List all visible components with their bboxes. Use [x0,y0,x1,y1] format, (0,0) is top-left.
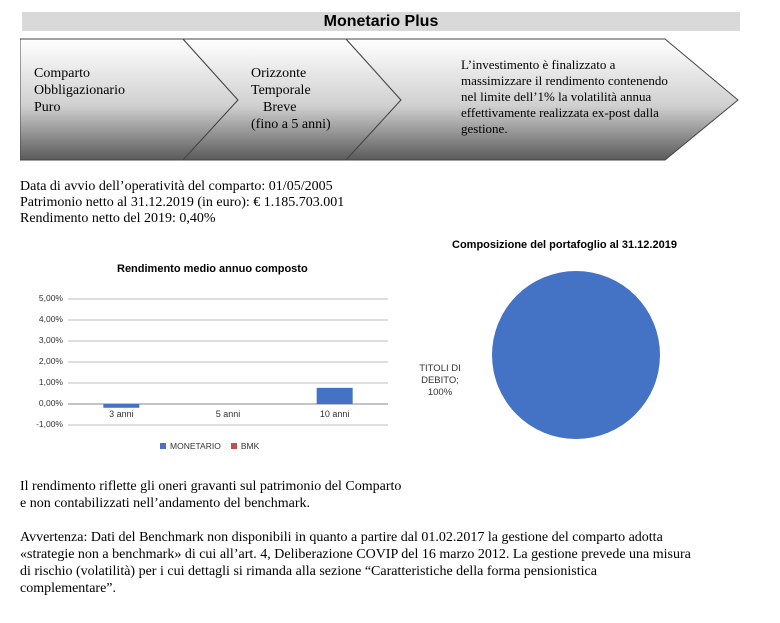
y-tick-label: 3,00% [38,335,63,345]
legend-label-monetario: MONETARIO [170,441,221,451]
pie-chart-title: Composizione del portafoglio al 31.12.2019 [452,239,677,251]
legend-swatch-bmk [231,443,237,449]
x-category-label: 3 anni [109,409,134,419]
banner-segment-3-text: L’investimento è finalizzato a massimizzare il rendimento contenendo nel limite dell’1% la volatilità annua effettivamente realizzata ex-post dalla gestione. [461,57,668,136]
start-date-text: Data di avvio dell’operatività del comparto: 01/05/2005 [20,179,333,194]
warning-paragraph: Avvertenza: Dati del Benchmark non disponibili in quanto a partire dal 01.02.2017 la gestione del comparto adotta «strategie non a benchmark» di cui all’art. 4, Deliberazione COVIP del 16 marzo 2012. La gestione prevede una misura di rischio (volatilità) per i cui dettagli si rimanda alla sezione “Caratteristiche della forma pensionistica complementare”. [20,530,691,596]
net-return-text: Rendimento netto del 2019: 0,40% [20,211,216,226]
y-tick-label: 0,00% [38,398,63,408]
banner-segment-2-text: Orizzonte Temporale Breve (fino a 5 anni) [251,66,331,132]
y-tick-label: 5,00% [38,293,63,303]
pie-slice-label: TITOLI DI DEBITO; 100% [419,363,461,398]
bar-chart-legend [160,441,259,451]
legend-swatch-monetario [160,443,166,449]
pie-chart [490,269,662,441]
pie-slice-titoli-di-debito [492,271,660,439]
bar-monetario [103,404,139,408]
legend-label-bmk: BMK [240,441,260,451]
bar-monetario [317,388,353,404]
bar-chart-title: Rendimento medio annuo composto [117,263,308,275]
y-tick-label: 2,00% [38,356,63,366]
x-category-label: 5 anni [215,409,241,419]
net-assets-text: Patrimonio netto al 31.12.2019 (in euro): € 1.185.703.001 [20,195,345,210]
note-paragraph-1: Il rendimento riflette gli oneri gravanti sul patrimonio del Comparto e non contabilizzati nell’andamento del benchmark. [20,479,402,511]
y-tick-label: 4,00% [38,314,63,324]
x-category-label: 10 anni [319,409,350,419]
y-tick-label: 1,00% [38,377,63,387]
banner-segment-1-text: Comparto Obbligazionario Puro [34,66,125,115]
page-title: Monetario Plus [22,12,740,31]
y-tick-label: -1,00% [36,419,63,429]
